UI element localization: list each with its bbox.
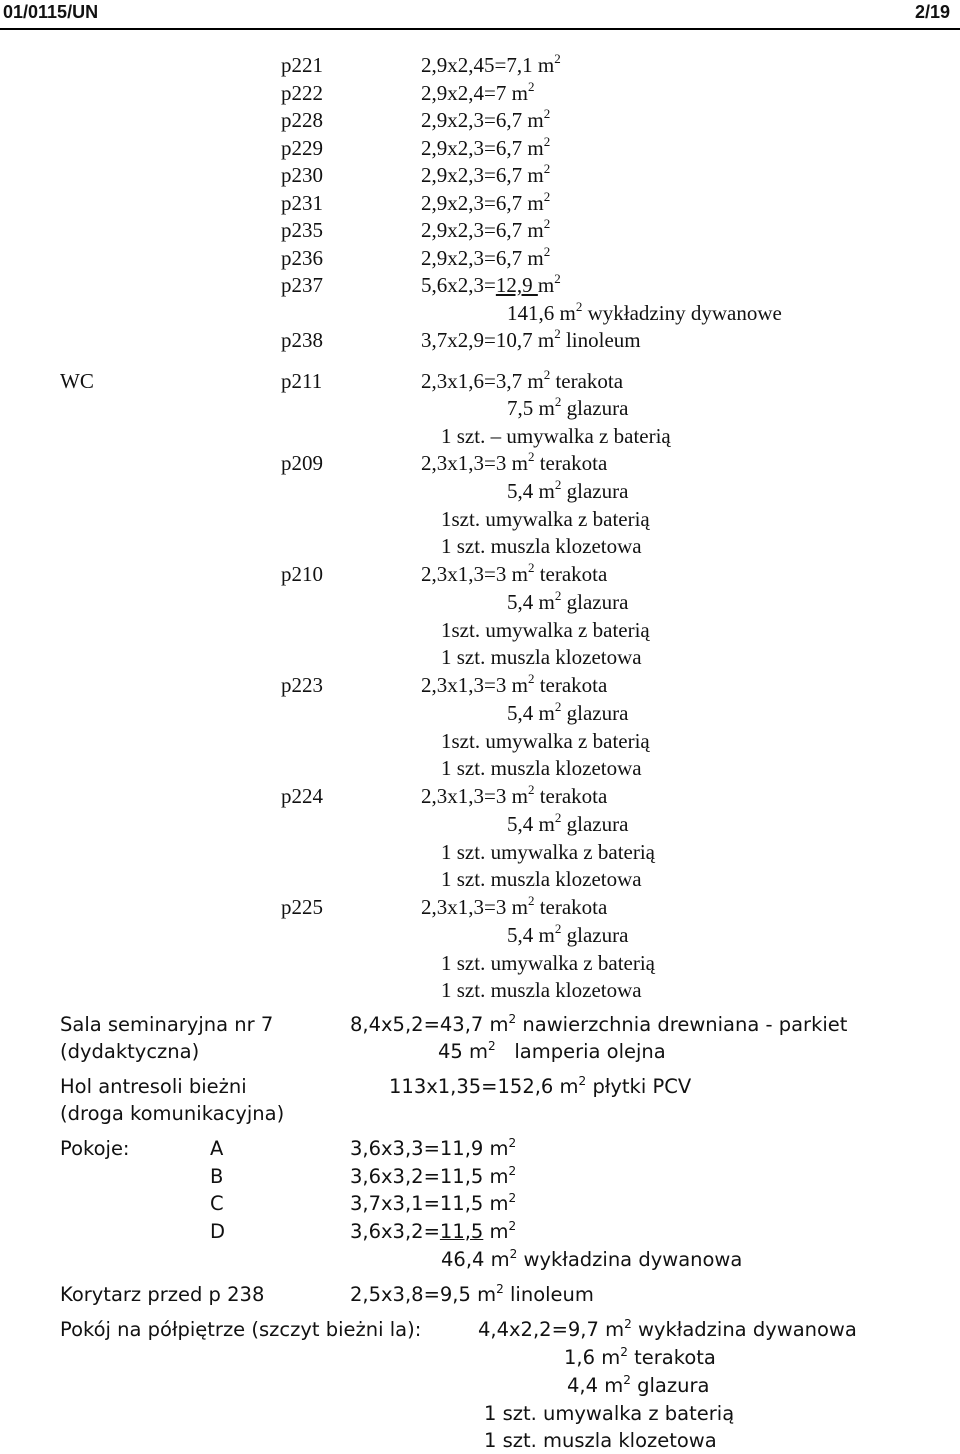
room-id: p223 xyxy=(281,673,323,697)
area-value: 5,4 $m^2$ glazura xyxy=(507,810,629,836)
room-id: p236 xyxy=(281,246,323,270)
area-calc: 2,3x1,3=3 $m^2$ terakota xyxy=(421,449,608,475)
area-calc: 8,4x5,2=43,7 $m^2$ nawierzchnia drewniana - parkiet xyxy=(350,1011,848,1036)
fixture-line: 1 szt. umywalka z baterią xyxy=(484,1402,735,1425)
area-value: 5,4 $m^2$ glazura xyxy=(507,588,629,614)
area-calc: 3,7x2,9=10,7 $m^2$ linoleum xyxy=(421,326,641,352)
fixture-line: 1 szt. muszla klozetowa xyxy=(484,1429,717,1452)
area-calc: 3,6x3,3=11,9 $m^2$ xyxy=(350,1135,517,1160)
area-value: 5,4 $m^2$ glazura xyxy=(507,921,629,947)
fixture-line: 1 szt. muszla klozetowa xyxy=(441,534,642,558)
area-calc: 2,9x2,3=6,7 $m^2$ xyxy=(421,106,551,132)
area-calc: 2,3x1,3=3 $m^2$ terakota xyxy=(421,560,608,586)
area-value: 5,4 $m^2$ glazura xyxy=(507,699,629,725)
fixture-line: 1 szt. muszla klozetowa xyxy=(441,867,642,891)
document-id: 01/0115/UN xyxy=(3,2,99,22)
area-calc: 3,7x3,1=11,5 $m^2$ xyxy=(350,1190,517,1215)
room-letter: B xyxy=(210,1165,224,1188)
room-id: p210 xyxy=(281,562,323,586)
fixture-line: 1 szt. muszla klozetowa xyxy=(441,756,642,780)
area-calc: 2,9x2,3=6,7 $m^2$ xyxy=(421,134,551,160)
area-calc: 2,5x3,8=9,5 $m^2$ linoleum xyxy=(350,1281,594,1306)
room-id: p222 xyxy=(281,81,323,105)
room-id: p211 xyxy=(281,369,323,393)
room-name: Korytarz przed p 238 xyxy=(60,1283,265,1306)
room-letter: A xyxy=(210,1137,224,1160)
room-id: p225 xyxy=(281,895,323,919)
area-value: 5,4 $m^2$ glazura xyxy=(507,477,629,503)
area-value: 45 $m^2$ lamperia olejna xyxy=(438,1038,666,1063)
area-calc: 2,3x1,3=3 $m^2$ terakota xyxy=(421,671,608,697)
section-label: WC xyxy=(60,369,94,393)
fixture-line: 1szt. umywalka z baterią xyxy=(441,729,650,753)
area-calc: 2,9x2,3=6,7 $m^2$ xyxy=(421,244,551,270)
fixture-line: 1 szt. muszla klozetowa xyxy=(441,645,642,669)
room-id: p209 xyxy=(281,451,323,475)
room-name: Hol antresoli bieżni xyxy=(60,1075,247,1098)
area-calc: 2,9x2,3=6,7 $m^2$ xyxy=(421,161,551,187)
room-name: Sala seminaryjna nr 7 xyxy=(60,1013,274,1036)
area-calc: 2,3x1,6=3,7 $m^2$ terakota xyxy=(421,367,624,393)
area-calc: 2,9x2,3=6,7 $m^2$ xyxy=(421,216,551,242)
room-name-sub: (dydaktyczna) xyxy=(60,1040,200,1063)
fixture-line: 1 szt. – umywalka z baterią xyxy=(441,424,671,448)
page-number: 2/19 xyxy=(914,2,950,22)
room-letter: C xyxy=(210,1192,224,1215)
room-id: p224 xyxy=(281,784,323,808)
room-id: p230 xyxy=(281,163,323,187)
fixture-line: 1 szt. umywalka z baterią xyxy=(441,951,655,975)
area-calc: 113x1,35=152,6 $m^2$ płytki PCV xyxy=(389,1073,692,1098)
area-calc: 3,6x3,2=11,5 $m^2$ xyxy=(350,1218,517,1243)
area-calc: 2,3x1,3=3 $m^2$ terakota xyxy=(421,893,608,919)
section-label: Pokoje: xyxy=(60,1137,130,1160)
area-value: 4,4 $m^2$ glazura xyxy=(567,1372,710,1397)
pokoje-total: 46,4 $m^2$ wykładzina dywanowa xyxy=(441,1246,743,1271)
group1-total: 141,6 $m^2$ wykładziny dywanowe xyxy=(507,299,782,325)
area-value: 7,5 $m^2$ glazura xyxy=(507,394,629,420)
fixture-line: 1 szt. umywalka z baterią xyxy=(441,840,655,864)
fixture-line: 1szt. umywalka z baterią xyxy=(441,618,650,642)
area-calc: 2,9x2,45=7,1 $m^2$ xyxy=(421,51,561,77)
room-id: p235 xyxy=(281,218,323,242)
page-header xyxy=(0,0,960,30)
area-calc: 2,9x2,4=7 $m^2$ xyxy=(421,79,535,105)
area-calc: 3,6x3,2=11,5 $m^2$ xyxy=(350,1163,517,1188)
area-calc: 2,9x2,3=6,7 $m^2$ xyxy=(421,189,551,215)
room-id: p228 xyxy=(281,108,323,132)
room-id: p221 xyxy=(281,53,323,77)
area-calc: 2,3x1,3=3 $m^2$ terakota xyxy=(421,782,608,808)
area-calc: 4,4x2,2=9,7 $m^2$ wykładzina dywanowa xyxy=(478,1316,857,1341)
fixture-line: 1 szt. muszla klozetowa xyxy=(441,978,642,1002)
room-letter: D xyxy=(210,1220,226,1243)
room-id: p238 xyxy=(281,328,323,352)
fixture-line: 1szt. umywalka z baterią xyxy=(441,507,650,531)
room-id: p237 xyxy=(281,273,323,297)
area-calc: 5,6x2,3=12,9 $m^2$ xyxy=(421,271,561,297)
room-id: p231 xyxy=(281,191,323,215)
room-id: p229 xyxy=(281,136,323,160)
area-value: 1,6 $m^2$ terakota xyxy=(564,1344,716,1369)
room-name-sub: (droga komunikacyjna) xyxy=(60,1102,285,1125)
room-name: Pokój na półpiętrze (szczyt bieżni la): xyxy=(60,1318,422,1341)
